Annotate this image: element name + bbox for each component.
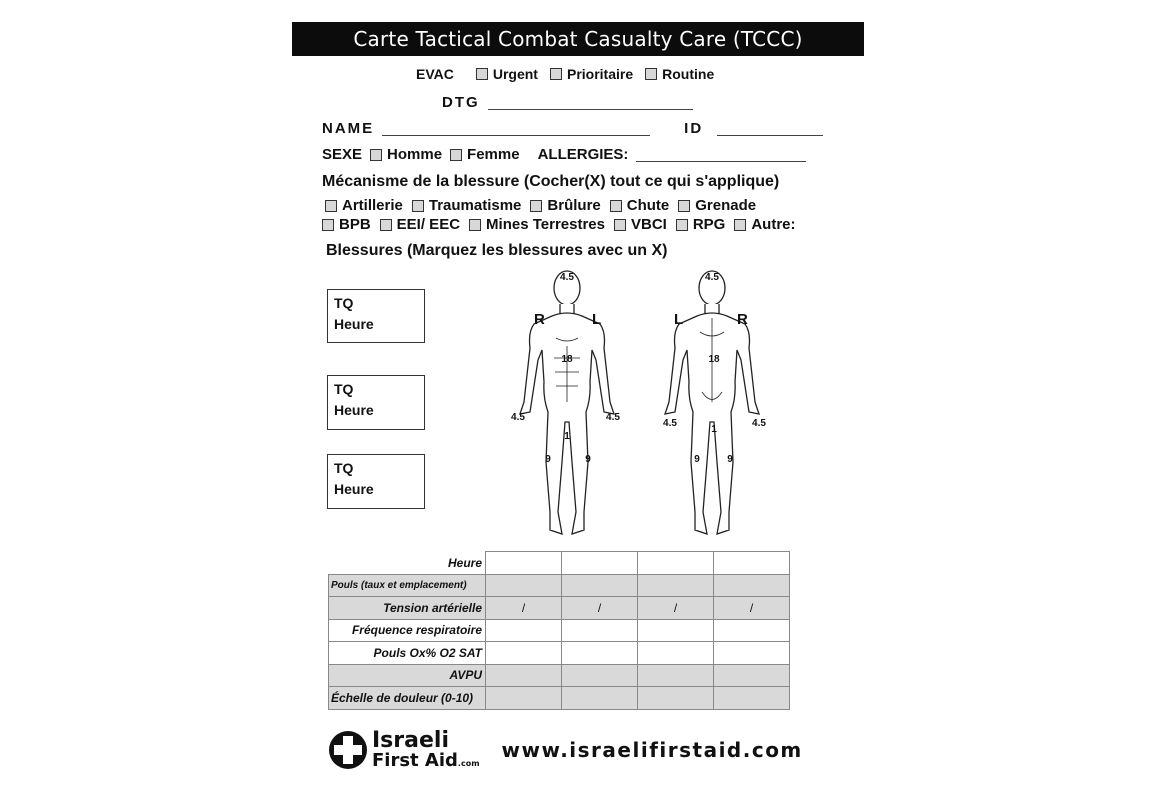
vitals-cell[interactable] <box>638 574 714 597</box>
mechanism-row-1 <box>325 197 765 214</box>
tq-label: TQ <box>334 381 354 397</box>
rpg-label: RPG <box>692 216 726 233</box>
logo-suffix: .com <box>457 758 480 768</box>
artillerie-checkbox[interactable] <box>325 200 337 212</box>
logo-line-2: First Aid <box>372 749 458 771</box>
vitals-cell[interactable] <box>486 574 562 597</box>
vitals-row-frequence <box>329 619 790 642</box>
vitals-cell[interactable] <box>486 642 562 665</box>
vitals-cell[interactable] <box>486 664 562 687</box>
grenade-checkbox[interactable] <box>678 200 690 212</box>
front-leg-left-percent: 9 <box>545 454 551 465</box>
evac-routine-checkbox[interactable] <box>645 68 657 80</box>
vitals-cell[interactable] <box>562 619 638 642</box>
vitals-cell[interactable] <box>714 642 790 665</box>
tq-box-1[interactable] <box>327 289 425 343</box>
mechanism-heading: Mécanisme de la blessure (Cocher(X) tout ce qui s'applique) <box>322 173 780 190</box>
vitals-row-avpu <box>329 664 790 687</box>
dtg-field[interactable] <box>488 108 693 110</box>
name-row <box>322 120 823 137</box>
evac-urgent-checkbox[interactable] <box>476 68 488 80</box>
front-head-percent: 4.5 <box>560 272 574 283</box>
back-arm-left-percent: 4.5 <box>663 418 677 429</box>
vitals-cell[interactable] <box>714 664 790 687</box>
vitals-row-spo2 <box>329 642 790 665</box>
vitals-cell[interactable] <box>562 597 638 620</box>
front-right-side-label: L <box>592 311 602 328</box>
vitals-cell[interactable] <box>562 574 638 597</box>
mechanism-vbci[interactable] <box>614 216 667 233</box>
brulure-checkbox[interactable] <box>530 200 542 212</box>
vitals-cell[interactable] <box>486 687 562 710</box>
front-torso-percent: 18 <box>561 354 573 365</box>
website-url[interactable]: www.israelifirstaid.com <box>501 738 803 762</box>
logo-wordmark <box>372 728 480 771</box>
autre-checkbox[interactable] <box>734 219 746 231</box>
evac-routine-label: Routine <box>662 66 715 82</box>
vitals-cell[interactable] <box>562 642 638 665</box>
back-arm-right-percent: 4.5 <box>752 418 766 429</box>
mechanism-mines[interactable] <box>469 216 605 233</box>
allergies-label: ALLERGIES: <box>537 146 629 163</box>
back-groin-percent: 1 <box>711 424 717 435</box>
logo-line-1: Israeli <box>372 728 449 753</box>
artillerie-label: Artillerie <box>342 197 403 214</box>
vitals-row-label: AVPU <box>329 664 486 687</box>
evac-prioritaire-checkbox[interactable] <box>550 68 562 80</box>
vitals-cell[interactable] <box>638 664 714 687</box>
mines-label: Mines Terrestres <box>486 216 605 233</box>
vitals-cell[interactable] <box>638 597 714 620</box>
front-leg-right-percent: 9 <box>585 454 591 465</box>
footer <box>328 730 803 770</box>
chute-checkbox[interactable] <box>610 200 622 212</box>
bp-separator: / <box>749 600 754 615</box>
vitals-row-heure <box>329 552 790 575</box>
evac-row <box>416 66 714 82</box>
tccc-card <box>292 22 864 782</box>
vitals-table <box>328 551 790 710</box>
mechanism-traumatisme[interactable] <box>412 197 522 214</box>
evac-prioritaire-label: Prioritaire <box>566 66 634 82</box>
traumatisme-label: Traumatisme <box>428 197 522 214</box>
sexe-homme-checkbox[interactable] <box>370 149 382 161</box>
mines-checkbox[interactable] <box>469 219 481 231</box>
bp-separator: / <box>597 600 602 615</box>
sexe-femme-checkbox[interactable] <box>450 149 462 161</box>
vitals-cell[interactable] <box>638 642 714 665</box>
tq-label: TQ <box>334 460 354 476</box>
evac-label: EVAC <box>416 66 454 82</box>
front-arm-left-percent: 4.5 <box>511 412 525 423</box>
vitals-row-label: Pouls Ox% O2 SAT <box>329 642 486 665</box>
vitals-row-label: Fréquence respiratoire <box>329 619 486 642</box>
front-arm-right-percent: 4.5 <box>606 412 620 423</box>
vitals-cell[interactable] <box>562 552 638 575</box>
vitals-cell[interactable] <box>714 619 790 642</box>
vitals-row-label: Échelle de douleur (0-10) <box>329 687 486 710</box>
bpb-checkbox[interactable] <box>322 219 334 231</box>
body-diagram[interactable] <box>492 262 812 552</box>
injuries-heading: Blessures (Marquez les blessures avec un X) <box>326 242 668 259</box>
vitals-row-tension <box>329 597 790 620</box>
vitals-cell[interactable] <box>714 574 790 597</box>
sexe-label: SEXE <box>322 146 363 163</box>
dtg-label: DTG <box>442 94 480 111</box>
vitals-cell[interactable] <box>638 552 714 575</box>
tq-box-2[interactable] <box>327 375 425 430</box>
allergies-field[interactable] <box>636 160 806 162</box>
tq-label: TQ <box>334 295 354 311</box>
back-torso-percent: 18 <box>708 354 720 365</box>
evac-urgent-label: Urgent <box>492 66 538 82</box>
mechanism-bpb[interactable] <box>322 216 371 233</box>
mechanism-row-2 <box>322 216 805 233</box>
front-left-side-label: R <box>534 311 545 328</box>
vitals-cell[interactable] <box>714 552 790 575</box>
tq-time-label: Heure <box>334 402 374 418</box>
sexe-homme-label: Homme <box>387 146 443 163</box>
vitals-cell[interactable] <box>714 687 790 710</box>
vitals-cell[interactable] <box>714 597 790 620</box>
vitals-cell[interactable] <box>486 619 562 642</box>
name-field[interactable] <box>382 134 650 136</box>
back-leg-right-percent: 9 <box>727 454 733 465</box>
vitals-cell[interactable] <box>638 687 714 710</box>
bp-separator: / <box>521 600 526 615</box>
vitals-row-pouls <box>329 574 790 597</box>
card-title: Carte Tactical Combat Casualty Care (TCCC) <box>292 22 864 56</box>
front-groin-percent: 1 <box>564 431 570 442</box>
autre-label: Autre: <box>751 216 796 233</box>
mechanism-autre[interactable] <box>734 216 795 233</box>
back-left-side-label: L <box>674 311 684 328</box>
rpg-checkbox[interactable] <box>676 219 688 231</box>
bpb-label: BPB <box>339 216 371 233</box>
vbci-label: VBCI <box>630 216 667 233</box>
vitals-cell[interactable] <box>562 687 638 710</box>
tq-time-label: Heure <box>334 481 374 497</box>
sexe-femme-label: Femme <box>467 146 520 163</box>
mechanism-brulure[interactable] <box>530 197 600 214</box>
name-label: NAME <box>322 120 375 137</box>
brulure-label: Brûlure <box>547 197 601 214</box>
id-label: ID <box>684 120 704 137</box>
mechanism-grenade[interactable] <box>678 197 756 214</box>
tq-time-label: Heure <box>334 316 374 332</box>
mechanism-chute[interactable] <box>610 197 670 214</box>
sexe-row <box>322 146 806 163</box>
grenade-label: Grenade <box>695 197 757 214</box>
mechanism-rpg[interactable] <box>676 216 726 233</box>
chute-label: Chute <box>626 197 670 214</box>
back-leg-left-percent: 9 <box>694 454 700 465</box>
eei-eec-label: EEI/ EEC <box>396 216 461 233</box>
back-head-percent: 4.5 <box>705 272 719 283</box>
bp-separator: / <box>673 600 678 615</box>
mechanism-artillerie[interactable] <box>325 197 403 214</box>
tq-box-3[interactable] <box>327 454 425 509</box>
dtg-row <box>442 94 693 111</box>
mechanism-eei-eec[interactable] <box>380 216 460 233</box>
vitals-cell[interactable] <box>486 597 562 620</box>
vitals-row-label: Pouls (taux et emplacement) <box>329 574 486 597</box>
vitals-row-douleur <box>329 687 790 710</box>
vitals-row-label: Heure <box>329 552 486 575</box>
vitals-cell[interactable] <box>638 619 714 642</box>
traumatisme-checkbox[interactable] <box>412 200 424 212</box>
vitals-row-label: Tension artérielle <box>329 597 486 620</box>
vitals-cell[interactable] <box>486 552 562 575</box>
vitals-cell[interactable] <box>562 664 638 687</box>
eei-eec-checkbox[interactable] <box>380 219 392 231</box>
back-right-side-label: R <box>737 311 748 328</box>
vbci-checkbox[interactable] <box>614 219 626 231</box>
id-field[interactable] <box>717 134 823 136</box>
first-aid-cross-logo-icon <box>328 730 368 770</box>
